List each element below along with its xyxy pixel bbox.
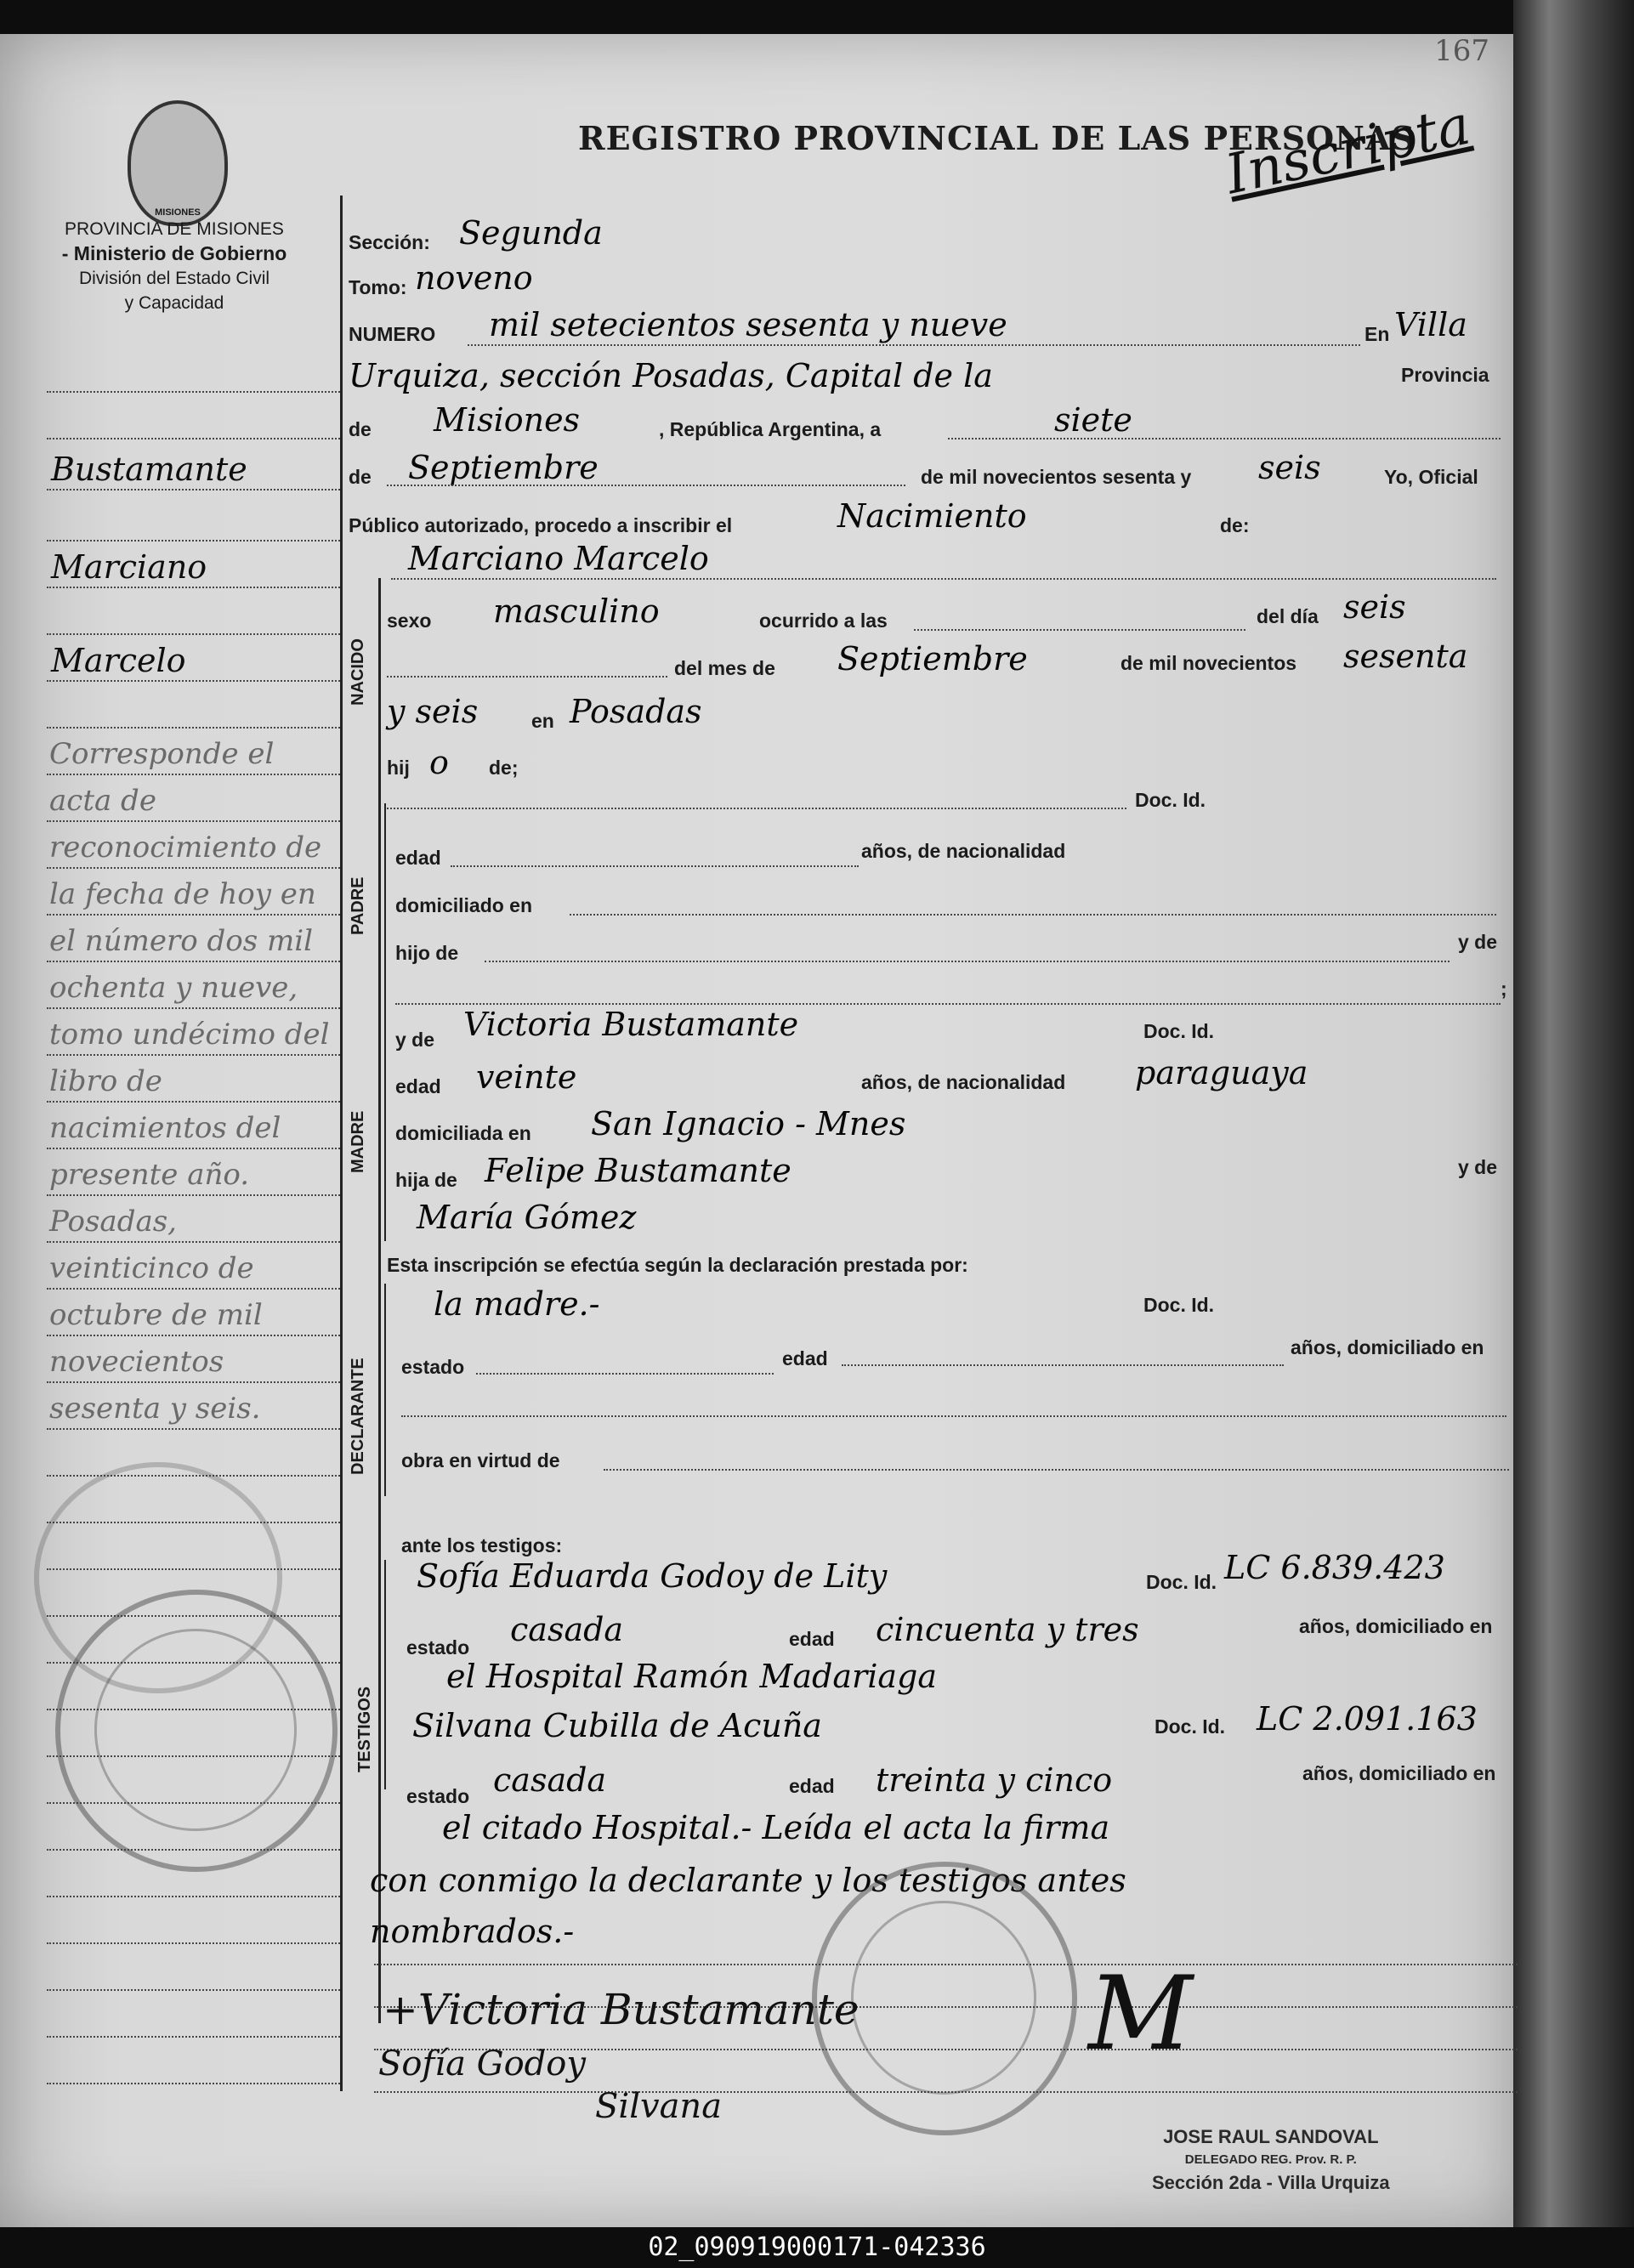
declarante-estado-label: estado (401, 1356, 465, 1378)
testigo2-estado-label: estado (406, 1785, 470, 1807)
testigos-side-label: TESTIGOS (355, 1686, 374, 1772)
anio2-value: y seis (387, 693, 479, 730)
declarante-dom-label: años, domiciliado en (1291, 1336, 1484, 1358)
padre-mother-dots (395, 1003, 1501, 1005)
declarante-rule (384, 1284, 386, 1496)
dia-value: seis (1343, 588, 1406, 626)
padre-rule (384, 803, 386, 1012)
official-stamp (1152, 2125, 1390, 2194)
madre-dom-value: San Ignacio - Mnes (591, 1105, 906, 1143)
testigo2-edad-label: edad (789, 1775, 835, 1797)
de3-label: de: (1220, 514, 1250, 536)
madre-yde-label: y de (395, 1029, 435, 1051)
province-value: Misiones (434, 401, 581, 439)
testigo1-dom: el Hospital Ramón Madariaga (446, 1658, 937, 1695)
madre-hija-label: hija de (395, 1169, 457, 1191)
year-label: de mil novecientos sesenta y (921, 466, 1192, 488)
signature-testigo-2: Silvana (595, 2087, 723, 2126)
year-value: seis (1258, 449, 1321, 486)
anio-value: sesenta (1343, 638, 1468, 675)
signature-testigo-1: Sofía Godoy (378, 2044, 586, 2084)
hijo-de-label: de; (489, 757, 519, 779)
declarante-side-label: DECLARANTE (349, 1358, 367, 1475)
declarante-obra-dots (604, 1469, 1509, 1471)
testigo1-edad: cincuenta y tres (876, 1611, 1139, 1648)
padre-side-label: PADRE (349, 876, 367, 935)
padre-hijo-label: hijo de (395, 942, 459, 964)
testigo2-doc: LC 2.091.163 (1257, 1700, 1478, 1738)
padre-dom-dots (570, 914, 1496, 916)
madre-edad-value: veinte (476, 1058, 577, 1096)
month-value: Septiembre (408, 449, 599, 486)
official-section: Sección 2da - Villa Urquiza (1152, 2172, 1390, 2193)
tomo-value: noveno (415, 259, 533, 297)
provincia-label: Provincia (1401, 364, 1489, 386)
mes-value: Septiembre (837, 640, 1028, 678)
faded-seal (34, 1462, 282, 1693)
testigo1-estado-label: estado (406, 1636, 470, 1658)
madre-docid-label: Doc. Id. (1143, 1020, 1215, 1042)
republica-label: , República Argentina, a (659, 418, 882, 440)
inscripta-stamp: Inscripta (1220, 94, 1476, 207)
hijo-value: o (429, 744, 449, 781)
padre-dom-label: domiciliado en (395, 894, 533, 916)
testigo1-dom-label: años, domiciliado en (1299, 1615, 1493, 1637)
en-label: En (1365, 323, 1390, 345)
place-value: Urquiza, sección Posadas, Capital de la (349, 357, 993, 394)
declarante-obra-label: obra en virtud de (401, 1449, 560, 1471)
document-title: REGISTRO PROVINCIAL DE LAS PERSONAS (578, 119, 1416, 157)
testigo2-name: Silvana Cubilla de Acuña (412, 1707, 822, 1744)
padre-edad-dots (451, 865, 859, 867)
madre-nac-value: paraguaya (1135, 1054, 1308, 1091)
madre-edad-label: edad (395, 1075, 441, 1097)
madre-mother-value: María Gómez (417, 1199, 637, 1236)
numero-label: NUMERO (349, 323, 436, 345)
novecientos-label: de mil novecientos (1121, 652, 1297, 674)
testigos-rule (384, 1560, 386, 1789)
nacido-docid-label: Doc. Id. (1135, 789, 1206, 811)
padre-edad-label: edad (395, 847, 441, 869)
province-label: PROVINCIA DE MISIONES (65, 219, 284, 239)
closing-line-2: con conmigo la declarante y los testigos antes (370, 1862, 1126, 1899)
dia-label: del día (1257, 605, 1319, 627)
publico-label: Público autorizado, procedo a inscribir el (349, 514, 733, 536)
seccion-label: Sección: (349, 231, 430, 253)
month-dots (387, 485, 905, 486)
declarante-docid-label: Doc. Id. (1143, 1294, 1215, 1316)
declarante-edad-dots (842, 1364, 1284, 1366)
hijo-label: hij (387, 757, 410, 779)
madre-nac-label: años, de nacionalidad (861, 1071, 1066, 1093)
page-number: 167 (1434, 34, 1489, 68)
nacido-side-label: NACIDO (349, 638, 367, 706)
padre-yde-label: y de (1458, 931, 1498, 953)
mes-pre-dots (387, 676, 667, 678)
declarante-dom-dots (401, 1415, 1506, 1417)
declarante-edad-label: edad (782, 1347, 828, 1369)
testigo1-docid-label: Doc. Id. (1146, 1571, 1217, 1593)
hijo-dots (387, 808, 1126, 809)
capacity-label: y Capacidad (124, 293, 224, 313)
closing-line-3: nombrados.- (370, 1913, 575, 1950)
seccion-value: Segunda (459, 214, 603, 252)
ministry-label: - Ministerio de Gobierno (61, 242, 287, 264)
name-dots (391, 578, 1496, 580)
official-name: JOSE RAUL SANDOVAL (1163, 2126, 1379, 2147)
de2-label: de (349, 466, 372, 488)
de-label: de (349, 418, 372, 440)
madre-dom-label: domiciliada en (395, 1122, 531, 1144)
government-header (9, 217, 340, 315)
sexo-label: sexo (387, 610, 432, 632)
acto-value: Nacimiento (837, 497, 1027, 535)
declarante-estado-dots (476, 1373, 774, 1375)
testigo1-estado: casada (510, 1611, 624, 1648)
padre-hijo-dots (485, 961, 1450, 962)
tomo-label: Tomo: (349, 276, 407, 298)
en-value: Villa (1394, 306, 1467, 343)
testigo1-doc: LC 6.839.423 (1224, 1549, 1445, 1586)
division-label: División del Estado Civil (78, 269, 270, 288)
testigo2-estado: casada (493, 1761, 607, 1799)
margin-given-name-1: Marciano (51, 548, 207, 586)
birth-place-value: Posadas (570, 693, 702, 730)
crest-text: MISIONES (155, 207, 201, 218)
madre-name-value: Victoria Bustamante (463, 1006, 799, 1043)
en-birth-label: en (531, 710, 554, 732)
numero-value: mil setecientos sesenta y nueve (489, 306, 1007, 343)
province-crest-icon (128, 100, 228, 226)
testigo1-edad-label: edad (789, 1628, 835, 1650)
sexo-value: masculino (493, 593, 660, 630)
margin-surname: Bustamante (51, 451, 247, 488)
book-edge (1513, 0, 1634, 2227)
madre-rule (384, 1012, 386, 1241)
image-filename: 02_090919000171-042336 (0, 2227, 1634, 2268)
hour-dots (914, 629, 1245, 631)
testigo2-docid-label: Doc. Id. (1155, 1715, 1226, 1738)
padre-nac-label: años, de nacionalidad (861, 840, 1066, 862)
official-role: DELEGADO REG. Prov. R. P. (1184, 2152, 1357, 2167)
madre-hija-value: Felipe Bustamante (485, 1152, 791, 1189)
oficial-label: Yo, Oficial (1384, 466, 1478, 488)
padre-semicolon: ; (1501, 978, 1507, 1000)
signature-declarante: +Victoria Bustamante (383, 1985, 860, 2034)
testigo2-edad: treinta y cinco (876, 1761, 1113, 1799)
testigo1-name: Sofía Eduarda Godoy de Lity (417, 1557, 888, 1595)
numero-dots (468, 344, 1360, 346)
testigo2-dom-label: años, domiciliado en (1302, 1762, 1496, 1784)
declarante-intro: Esta inscripción se efectúa según la declaración prestada por: (387, 1254, 968, 1276)
madre-side-label: MADRE (349, 1110, 367, 1173)
day-value: siete (1054, 401, 1132, 439)
margin-given-name-2: Marcelo (51, 642, 186, 679)
testigos-intro: ante los testigos: (401, 1534, 563, 1556)
madre-yde2-label: y de (1458, 1156, 1498, 1178)
declarante-value: la madre.- (434, 1285, 600, 1323)
registered-name: Marciano Marcelo (408, 540, 709, 577)
closing-line-1: el citado Hospital.- Leída el acta la firma (442, 1809, 1110, 1846)
official-signature: M (1088, 1955, 1193, 2073)
day-dots (948, 438, 1501, 439)
margin-annotation: Corresponde el acta de reconocimiento de la fecha de hoy en el número dos mil ochenta y nueve, tomo undécimo del libro de nacimientos del presente año. Posadas, veinticinco de octubre de mil novecientos sesenta y seis. (49, 737, 330, 1426)
ocurrido-label: ocurrido a las (759, 610, 888, 632)
section-rule (378, 578, 381, 2023)
mes-label: del mes de (674, 657, 775, 679)
